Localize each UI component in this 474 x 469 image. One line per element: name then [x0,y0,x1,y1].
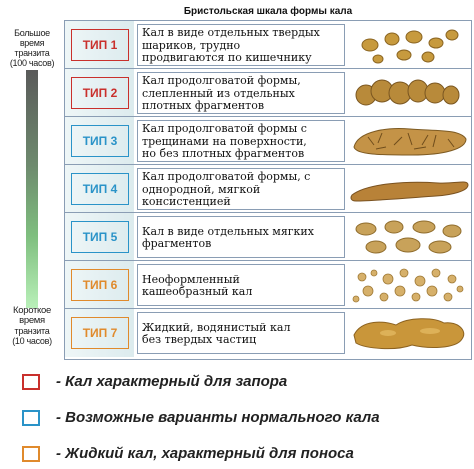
description-line: слепленный из отдельных [142,86,295,100]
type-cell [65,213,134,260]
bristol-scale-table [64,20,472,360]
scale-row-type-7 [65,309,471,357]
type-cell [65,309,134,357]
description-line: кашеобразный кал [142,285,253,298]
type-description [137,312,345,354]
stool-illustration-type-4 [348,165,471,212]
description-line: консистенцией [142,195,231,209]
description-line: однородной, мягкой [142,182,261,196]
scale-row-type-6 [65,261,471,309]
legend-text: - Возможные варианты нормального кала [56,409,380,426]
stool-illustration-type-3 [348,117,471,164]
description-line: Кал в виде отдельных мягких [142,224,314,238]
type-cell [65,117,134,164]
transit-time-gradient-bar [26,70,38,308]
scale-row-type-5 [65,213,471,261]
description-line: Жидкий, водянистый кал [142,320,291,334]
legend-text: - Кал характерный для запора [56,373,288,390]
scale-row-type-1 [65,21,471,69]
type-cell [65,261,134,308]
chart-title: Бристольская шкала формы кала [183,6,353,17]
description-line: шариков, трудно [142,38,241,52]
description-line: трещинами на поверхности, [142,134,307,148]
scale-row-type-3 [65,117,471,165]
type-label: ТИП 3 [71,125,129,157]
description-line: Неоформленный [142,272,240,286]
description-line: продвигаются по кишечнику [142,51,312,65]
type-description [137,120,345,162]
type-cell [65,69,134,116]
description-line: Кал продолговатой формы, [142,74,301,88]
type-label: ТИП 5 [71,221,129,253]
legend-color-box [22,410,40,426]
long-transit-label: Большое время транзита (100 часов) [9,28,55,68]
type-label: ТИП 7 [71,317,129,349]
short-transit-label: Короткое время транзита (10 часов) [12,305,52,346]
stool-illustration-type-1 [348,21,471,68]
description-line: фрагментов [142,237,212,250]
type-description [137,264,345,306]
stool-illustration-type-6 [348,261,471,308]
legend-text: - Жидкий кал, характерный для поноса [56,445,354,462]
type-label: ТИП 6 [71,269,129,301]
description-line: но без плотных фрагментов [142,147,305,161]
type-description [137,24,345,66]
legend-color-box [22,446,40,462]
type-label: ТИП 4 [71,173,129,205]
stool-illustration-type-7 [348,309,471,357]
type-description [137,72,345,114]
type-cell [65,165,134,212]
description-line: Кал в виде отдельных твердых [142,26,320,40]
description-line: без твердых частиц [142,333,257,346]
stool-illustration-type-5 [348,213,471,260]
type-description [137,168,345,210]
legend-color-box [22,374,40,390]
scale-row-type-4 [65,165,471,213]
description-line: плотных фрагментов [142,99,265,113]
type-description [137,216,345,258]
description-line: Кал продолговатой формы, с [142,170,311,184]
type-label: ТИП 1 [71,29,129,61]
stool-illustration-type-2 [348,69,471,116]
scale-row-type-2 [65,69,471,117]
type-cell [65,21,134,68]
description-line: Кал продолговатой формы с [142,122,307,136]
type-label: ТИП 2 [71,77,129,109]
